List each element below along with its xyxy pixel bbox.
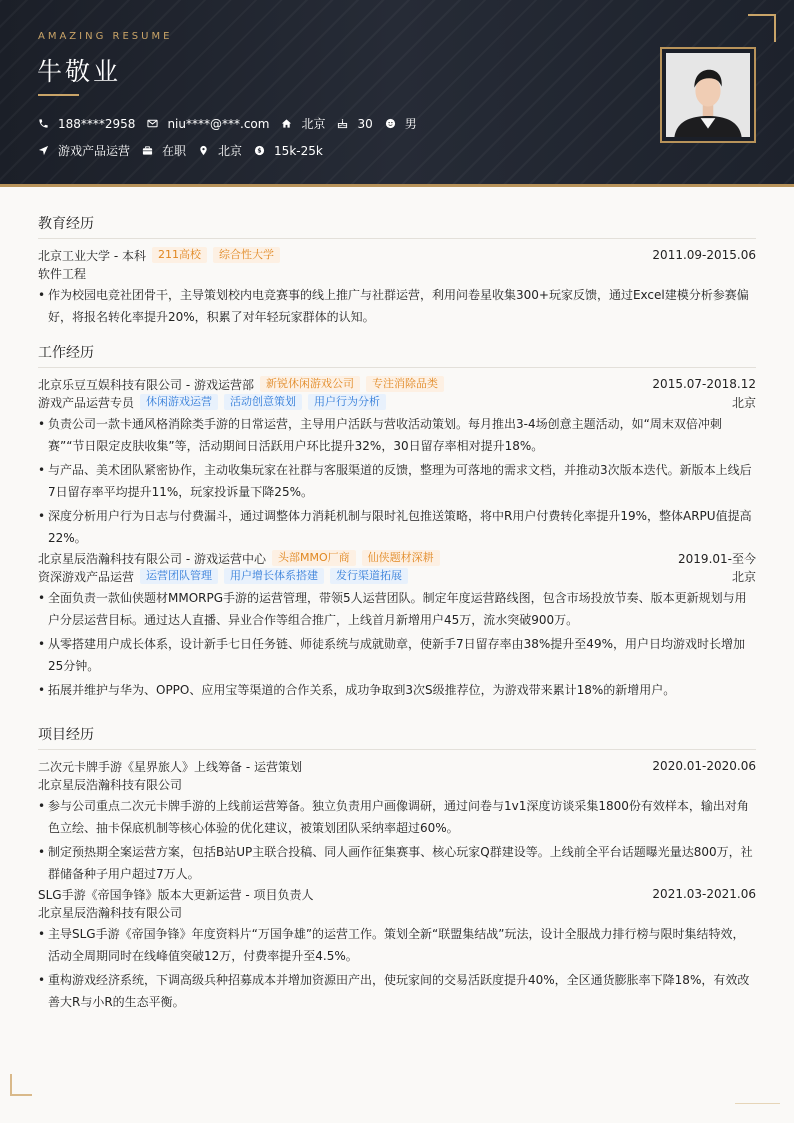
section-title-projects: 项目经历 xyxy=(38,724,756,750)
role-name: 游戏产品运营专员 xyxy=(38,395,135,410)
send-icon xyxy=(38,145,49,156)
age-value: 30 xyxy=(357,116,373,131)
job-status-item xyxy=(142,142,186,159)
bullet-item: • 重构游戏经济系统，下调高级兵种招募成本并增加资源田产出，使玩家间的交易活跃度提升40%，全区通货膨胀率下降18%，有效改善大R与小R的生态平衡。 xyxy=(38,969,756,1013)
target-position-item xyxy=(38,142,130,159)
contact-row xyxy=(38,115,429,132)
role-row xyxy=(38,567,756,585)
footer-line-decoration xyxy=(735,1103,780,1104)
role-tag: 发行渠道拓展 xyxy=(330,568,408,584)
salary-icon xyxy=(254,145,265,156)
mail-icon xyxy=(147,118,158,129)
target-position: 游戏产品运营 xyxy=(58,144,131,158)
gender-value: 男 xyxy=(404,117,417,131)
tagline: AMAZING RESUME xyxy=(38,31,173,42)
cake-icon xyxy=(337,118,348,129)
gender-item xyxy=(385,115,417,132)
company-name: 北京星辰浩瀚科技有限公司 - 游戏运营中心 xyxy=(38,551,266,566)
role-tag: 用户行为分析 xyxy=(308,394,386,410)
work-date: 2019.01-至今 xyxy=(678,551,756,566)
bullet-item: • 拓展并维护与华为、OPPO、应用宝等渠道的合作关系，成功争取到3次S级推荐位，为游戏带来累计18%的新增用户。 xyxy=(38,679,756,701)
gender-icon xyxy=(385,118,396,129)
location-icon xyxy=(198,145,209,156)
home-icon xyxy=(281,118,292,129)
bullet-item: • 从零搭建用户成长体系，设计新手七日任务链、师徒系统与成就勋章，使新手7日留存率由38%提升至49%，用户日均游戏时长增加25分钟。 xyxy=(38,633,756,677)
work-section xyxy=(38,342,756,701)
target-city-item xyxy=(198,142,242,159)
company-tag: 专注消除品类 xyxy=(366,376,444,392)
project-entry-head xyxy=(38,757,756,775)
project-entry xyxy=(38,757,756,885)
bullet-item: • 作为校园电竞社团骨干，主导策划校内电竞赛事的线上推广与社群运营，利用问卷星收集300+玩家反馈，通过Excel建模分析参赛偏好，将报名转化率提升20%，积累了对年轻玩家群体的认知。 xyxy=(38,284,756,328)
work-entry xyxy=(38,375,756,549)
projects-section xyxy=(38,724,756,1013)
project-name: SLG手游《帝国争锋》版本大更新运营 - 项目负责人 xyxy=(38,887,314,902)
job-status: 在职 xyxy=(162,144,187,158)
project-company-row xyxy=(38,903,756,921)
work-bullets xyxy=(38,587,756,701)
phone-icon xyxy=(38,118,49,129)
work-entry xyxy=(38,549,756,701)
residence-city: 北京 xyxy=(301,117,326,131)
major-row xyxy=(38,264,756,282)
school-tag: 综合性大学 xyxy=(213,247,280,263)
name-underline xyxy=(38,94,79,96)
project-company: 北京星辰浩瀚科技有限公司 xyxy=(38,777,183,792)
target-city: 北京 xyxy=(218,144,243,158)
phone-item xyxy=(38,117,135,131)
education-date: 2011.09-2015.06 xyxy=(652,248,756,262)
work-entry-head xyxy=(38,549,756,567)
project-company-row xyxy=(38,775,756,793)
section-title-education: 教育经历 xyxy=(38,213,756,239)
role-name: 资深游戏产品运营 xyxy=(38,569,135,584)
section-title-work: 工作经历 xyxy=(38,342,756,368)
age-item xyxy=(337,117,372,131)
school-name: 北京工业大学 - 本科 xyxy=(38,248,146,263)
education-entry xyxy=(38,246,756,328)
work-city: 北京 xyxy=(731,569,756,584)
education-section xyxy=(38,213,756,328)
header-gold-divider xyxy=(0,184,794,187)
work-city: 北京 xyxy=(731,395,756,410)
project-bullets xyxy=(38,923,756,1013)
project-bullets xyxy=(38,795,756,885)
intention-row xyxy=(38,142,335,159)
bullet-item: • 负责公司一款卡通风格消除类手游的日常运营，主导用户活跃与营收活动策划。每月推出3-4场创意主题活动，如“周末双倍冲刺赛”“节日限定皮肤收集”等，活动期间日活跃用户环比提升32%，30日留存率相对提升18%。 xyxy=(38,413,756,457)
company-tag: 新锐休闲游戏公司 xyxy=(260,376,360,392)
email-item xyxy=(147,117,269,131)
project-entry xyxy=(38,885,756,1013)
project-date: 2020.01-2020.06 xyxy=(652,759,756,773)
company-tag: 仙侠题材深耕 xyxy=(362,550,440,566)
project-name: 二次元卡牌手游《星界旅人》上线筹备 - 运营策划 xyxy=(38,759,302,774)
expected-salary: 15k-25k xyxy=(274,143,323,158)
role-tag: 运营团队管理 xyxy=(140,568,218,584)
corner-decoration xyxy=(748,14,776,42)
project-date: 2021.03-2021.06 xyxy=(652,887,756,901)
bullet-item: • 参与公司重点二次元卡牌手游的上线前运营筹备。独立负责用户画像调研，通过问卷与1v1深度访谈采集1800份有效样本，输出对角色立绘、抽卡保底机制等核心体验的优化建议，被策划团队采纳率超过60%。 xyxy=(38,795,756,839)
work-bullets xyxy=(38,413,756,549)
role-tag: 活动创意策划 xyxy=(224,394,302,410)
role-tag: 用户增长体系搭建 xyxy=(224,568,324,584)
company-name: 北京乐豆互娱科技有限公司 - 游戏运营部 xyxy=(38,377,254,392)
role-row xyxy=(38,393,756,411)
education-bullets xyxy=(38,284,756,328)
project-company: 北京星辰浩瀚科技有限公司 xyxy=(38,905,183,920)
profile-photo xyxy=(666,53,750,137)
major-name: 软件工程 xyxy=(38,266,87,281)
briefcase-icon xyxy=(142,145,153,156)
phone-number: 188****2958 xyxy=(58,116,136,131)
candidate-name: 牛敬业 xyxy=(37,57,122,86)
work-entry-head xyxy=(38,375,756,393)
bullet-item: • 主导SLG手游《帝国争锋》年度资料片“万国争雄”的运营工作。策划全新“联盟集结战”玩法，设计全服战力排行榜与限时集结特效，活动全周期同时在线峰值突破12万，付费率提升至4.5%。 xyxy=(38,923,756,967)
svg-text:$: $ xyxy=(257,147,262,155)
salary-item xyxy=(254,144,323,158)
bullet-item: • 与产品、美术团队紧密协作，主动收集玩家在社群与客服渠道的反馈，整理为可落地的需求文档，并推动3次版本迭代。新版本上线后7日留存率平均提升11%，玩家投诉量下降25%。 xyxy=(38,459,756,503)
corner-decoration xyxy=(10,1074,32,1096)
profile-photo-frame xyxy=(660,47,756,143)
resume-header xyxy=(0,0,794,184)
bullet-item: • 制定预热期全案运营方案，包括B站UP主联合投稿、同人画作征集赛事、核心玩家Q群建设等。上线前全平台话题曝光量达800万，社群储备种子用户超过7万人。 xyxy=(38,841,756,885)
school-tag: 211高校 xyxy=(152,247,207,263)
work-date: 2015.07-2018.12 xyxy=(652,377,756,391)
email-address: niu****@***.com xyxy=(167,116,270,131)
bullet-item: • 全面负责一款仙侠题材MMORPG手游的运营管理，带领5人运营团队。制定年度运营路线图，包含市场投放节奏、版本更新规划与用户分层运营目标。通过达人直播、异业合作等组合推广，上线首月新增用户45万，流水突破900万。 xyxy=(38,587,756,631)
residence-item xyxy=(281,115,325,132)
project-entry-head xyxy=(38,885,756,903)
company-tag: 头部MMO厂商 xyxy=(272,550,356,566)
education-entry-head xyxy=(38,246,756,264)
role-tag: 休闲游戏运营 xyxy=(140,394,218,410)
bullet-item: • 深度分析用户行为日志与付费漏斗，通过调整体力消耗机制与限时礼包推送策略，将中R用户付费转化率提升19%，整体ARPU值提高22%。 xyxy=(38,505,756,549)
